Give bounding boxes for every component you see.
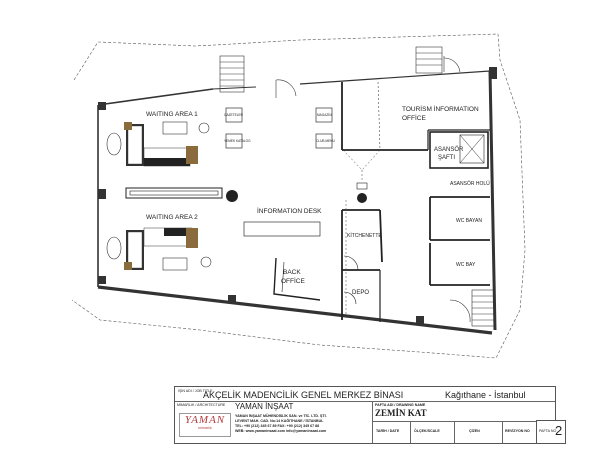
kitchenette-depo-walls (342, 210, 382, 322)
firm-logo-text: YAMAN (184, 414, 226, 426)
sheet-number-box (536, 420, 566, 444)
drawing-name-box (373, 402, 555, 422)
label-kitchenette: KİTCHENETTE (347, 233, 382, 239)
firm-address-1: YAMAN İNŞAAT MÜHENDİSLİK SAN. ve TİC. LTD. ŞTİ. (235, 414, 327, 418)
firm-tel: TEL: +90 (212) 345 67 89 FAX: +90 (212) 345 67 88 (235, 424, 320, 428)
firm-web: WEB: www.yamaninsaat.com info@yamaninsaat.com (235, 429, 327, 433)
drawing-name: ZEMİN KAT (375, 408, 427, 418)
wc-walls (430, 197, 490, 285)
drawing-name-label: PAFTA ADI / DRAWING NAME (375, 403, 426, 407)
label-depo: DEPO (352, 290, 370, 296)
label-asansor-holu: ASANSÖR HOLÜ (450, 181, 490, 187)
label-information-desk: İNFORMATION DESK (257, 208, 322, 215)
information-desk-furniture (226, 108, 332, 236)
architect-label: MİMARLIK / ARCHITECTURE (177, 403, 226, 407)
label-magazin: MAGAZİN (317, 113, 332, 117)
info-point-sign (357, 183, 367, 189)
label-waiting-area-2: WAITING AREA 2 (146, 214, 198, 221)
top-right-stair (416, 47, 460, 73)
job-title-label: İŞİN ADI / JOB TITLE (178, 389, 213, 393)
top-left-stair (220, 56, 296, 98)
label-asansor-1: ASANSÖR (434, 147, 464, 153)
label-gazeteler: GAZETELER (224, 113, 243, 117)
label-waiting-area-1: WAITING AREA 1 (146, 111, 198, 118)
revision-cell: REVİZYON NO (503, 422, 543, 443)
firm-address-2: LEVENT MAH. CAD. No:14 KAĞITHANE / İSTANBUL (235, 419, 324, 423)
label-club-menu: CLUB MENU (316, 139, 335, 143)
label-back-office-1: BACK (283, 269, 301, 276)
info-point-marker (357, 193, 367, 203)
drawn-cell: ÇİZEN (455, 422, 503, 443)
sheet-number: 2 (555, 423, 563, 438)
label-tourism-office-2: OFFİCE (402, 115, 426, 122)
label-asansor-2: ŞAFTI (438, 155, 456, 161)
title-block (174, 386, 556, 444)
architect-box (175, 402, 373, 443)
scale-cell: ÖLÇEK/SCALE (411, 422, 455, 443)
waiting-area-1-furniture (107, 122, 209, 166)
bottom-right-stair (450, 290, 494, 326)
sheet-label: PAFTA NO (539, 429, 557, 433)
label-back-office-2: OFFİCE (281, 278, 305, 285)
information-panel (126, 188, 238, 202)
date-cell: TARİH / DATE (373, 422, 411, 443)
waiting-area-2-furniture (107, 228, 211, 270)
project-name: AKÇELİK MADENCİLİK GENEL MERKEZ BİNASI (203, 390, 404, 400)
label-yemek-katalog: YEMEK KATALOG (224, 139, 251, 143)
label-tourism-office-1: TOURİSM İNFORMATION (402, 106, 479, 113)
label-wc-bay: WC BAY (456, 262, 476, 268)
firm-logo (179, 413, 231, 437)
firm-logo-subtext: mimarlık (198, 426, 212, 430)
location: Kağıthane - İstanbul (445, 390, 526, 400)
firm-name: YAMAN İNŞAAT (235, 402, 294, 411)
label-wc-bayan: WC BAYAN (456, 218, 482, 224)
